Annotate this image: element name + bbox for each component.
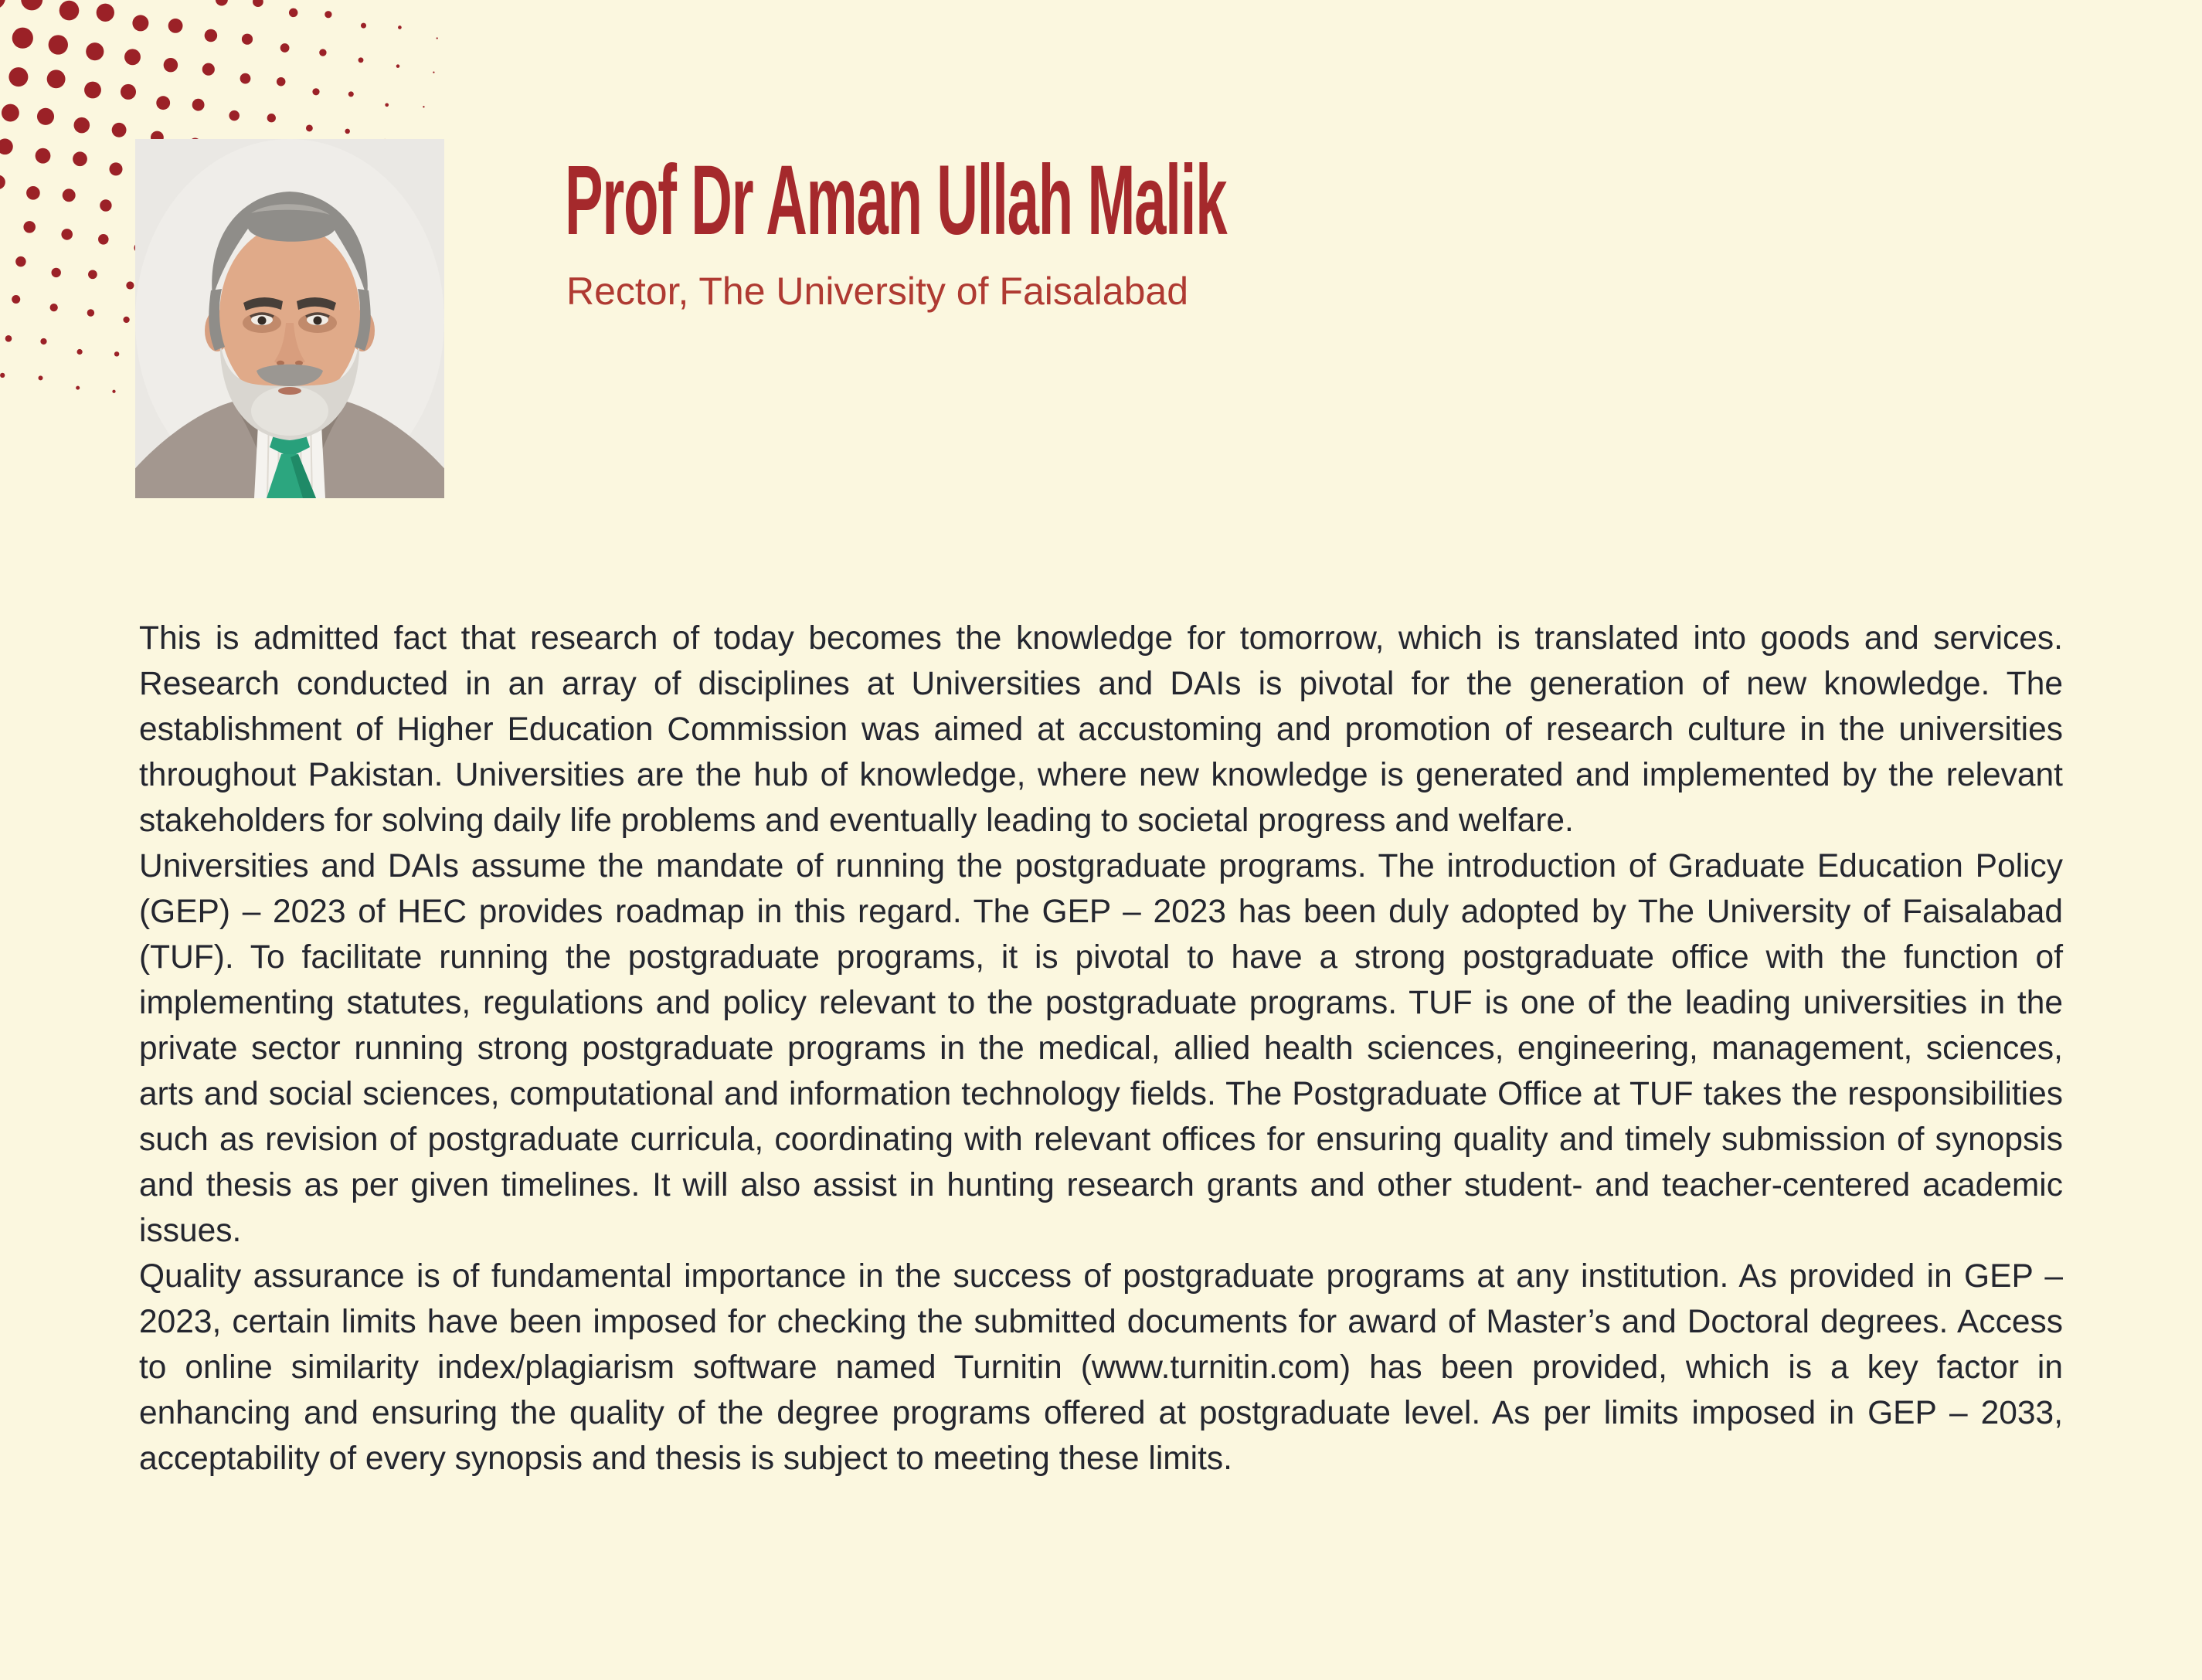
message-paragraph-3: Quality assurance is of fundamental importance in the success of postgraduate programs at any institution. As provided in GEP – 2023, certain limits have been imposed for checking the submitted documents for award of Master’s and Doctoral degrees. Access to online similarity index/plagiarism software named Turnitin (www.turnitin.com) has been provided, which is a key factor in enhancing and ensuring the quality of the degree programs offered at postgraduate level. As per limits imposed in GEP – 2033, acceptability of every synopsis and thesis is subject to meeting these limits. <box>139 1258 2063 1477</box>
rector-message-text <box>139 616 2063 1481</box>
rector-name: Prof Dr Aman Ullah Malik <box>565 145 1227 256</box>
rector-portrait-photo <box>135 139 444 498</box>
message-paragraph-2: Universities and DAIs assume the mandate of running the postgraduate programs. The introduction of Graduate Education Policy (GEP) – 2023 of HEC provides roadmap in this regard. The GEP – 2023 has been duly adopted by The University of Faisalabad (TUF). To facilitate running the postgraduate programs, it is pivotal to have a strong postgraduate office with the function of implementing statutes, regulations and policy relevant to the postgraduate programs. TUF is one of the leading universities in the private sector running strong postgraduate programs in the medical, allied health sciences, engineering, management, sciences, arts and social sciences, computational and information technology fields. The Postgraduate Office at TUF takes the responsibilities such as revision of postgraduate curricula, coordinating with relevant offices for ensuring quality and timely submission of synopsis and thesis as per given timelines. It will also assist in hunting research grants and other student- and teacher-centered academic issues. <box>139 848 2063 1249</box>
portrait-illustration <box>135 139 444 498</box>
message-paragraph-1: This is admitted fact that research of today becomes the knowledge for tomorrow, which is translated into goods and services. Research conducted in an array of disciplines at Universities and DAIs is pivotal for the generation of new knowledge. The establishment of Higher Education Commission was aimed at accustoming and promotion of research culture in the universities throughout Pakistan. Universities are the hub of knowledge, where new knowledge is generated and implemented by the relevant stakeholders for solving daily life problems and eventually leading to societal progress and welfare. <box>139 620 2063 839</box>
rector-designation: Rector, The University of Faisalabad <box>566 270 1189 313</box>
